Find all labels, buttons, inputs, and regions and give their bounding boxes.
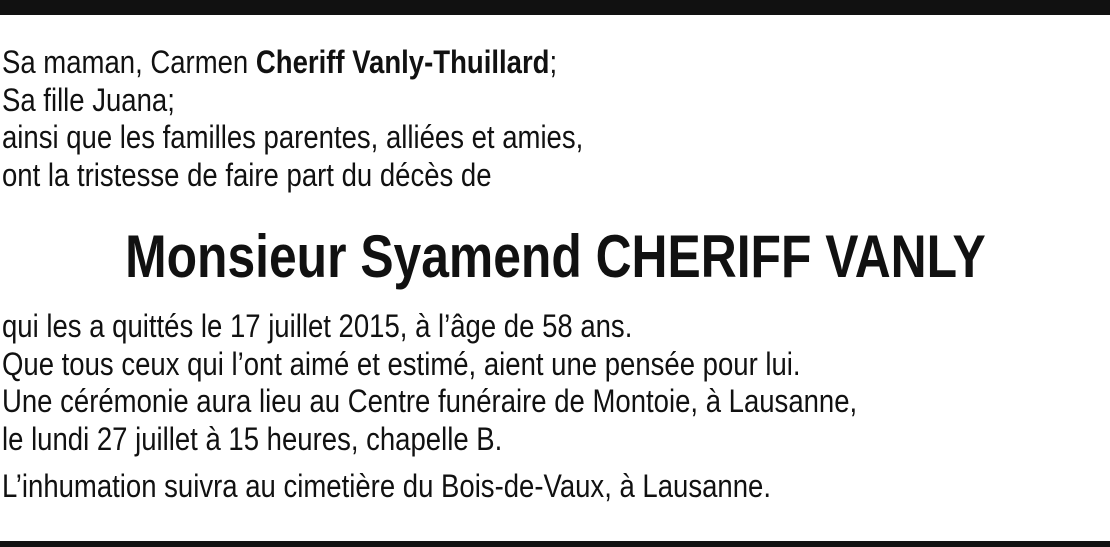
deceased-name-heading — [0, 222, 1110, 292]
bottom-rule — [0, 541, 1110, 547]
mother-suffix: ; — [549, 44, 558, 80]
intro-line-mother — [2, 44, 948, 82]
mother-prefix: Sa maman, Carmen — [2, 44, 256, 80]
details-line-thoughts: Que tous ceux qui l’ont aimé et estimé, aient une pensée pour lui. — [2, 345, 801, 382]
details-line-ceremony: Une cérémonie aura lieu au Centre funéraire de Montoie, à Lausanne, — [2, 383, 858, 419]
mother-name: Cheriff Vanly-Thuillard — [255, 44, 550, 80]
intro-line-announcement: ont la tristesse de faire part du décès de — [2, 156, 492, 193]
intro-line-daughter: Sa fille Juana; — [2, 81, 175, 118]
details-line-time: le lundi 27 juillet à 15 heures, chapelle B. — [2, 420, 503, 457]
details-line-burial: L’inhumation suivra au cimetière du Bois-de-Vaux, à Lausanne. — [2, 468, 771, 504]
deceased-name: Monsieur Syamend CHERIFF VANLY — [124, 223, 986, 290]
intro-line-families: ainsi que les familles parentes, alliées et amies, — [2, 119, 584, 155]
details-line-date: qui les a quittés le 17 juillet 2015, à l’âge de 58 ans. — [2, 308, 633, 344]
intro-block — [2, 44, 1102, 194]
details-block — [2, 308, 1102, 506]
top-rule — [0, 0, 1110, 15]
paragraph-gap — [2, 458, 1102, 468]
